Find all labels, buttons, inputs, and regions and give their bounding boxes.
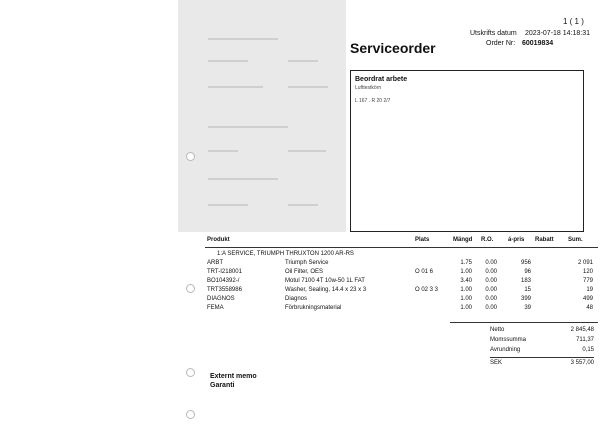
- print-date-label: Utskrifts datum: [470, 30, 517, 37]
- quantity: 1.00: [460, 296, 472, 302]
- product-description: Diagnos: [285, 296, 308, 302]
- punch-hole-icon: [186, 368, 195, 377]
- memo-text: Garanti: [210, 382, 235, 389]
- table-row: [205, 296, 598, 305]
- ro: 0.00: [485, 305, 497, 311]
- column-header: Sum.: [568, 237, 583, 243]
- unit-price: 15: [524, 287, 531, 293]
- unit-price: 96: [524, 269, 531, 275]
- memo-heading: Externt memo: [210, 373, 257, 380]
- total-label: Netto: [490, 327, 505, 333]
- total-label: SEK: [490, 360, 503, 366]
- ordered-work-line: Lufttestkörn: [355, 85, 382, 91]
- total-value: 711,37: [576, 337, 594, 343]
- punch-hole-icon: [186, 284, 195, 293]
- quantity: 1.00: [460, 287, 472, 293]
- ro: 0.00: [485, 296, 497, 302]
- ordered-work-box: [350, 70, 584, 232]
- total-value: 2 845,48: [570, 327, 594, 333]
- product-description: Motul 7100 4T 10w-50 1L FAT: [285, 278, 365, 284]
- table-header: [205, 236, 598, 248]
- group-title-text: 1:A SERVICE, TRIUMPH THRUXTON 1200 AR-RS: [217, 251, 354, 257]
- location: O 01 6: [415, 269, 434, 275]
- product-code: ARBT: [207, 260, 224, 266]
- total-line: [490, 347, 594, 356]
- ro: 0.00: [485, 260, 497, 266]
- table-row: [205, 260, 598, 269]
- line-sum: 779: [582, 278, 593, 284]
- table-row: [205, 287, 598, 296]
- column-header: Produkt: [207, 237, 230, 243]
- ordered-work-line: L 167 . R 20 2/7: [355, 98, 391, 104]
- product-code: TRT-I218001: [207, 269, 242, 275]
- line-sum: 19: [586, 287, 593, 293]
- line-sum: 120: [582, 269, 593, 275]
- ro: 0.00: [485, 287, 497, 293]
- punch-hole-icon: [186, 410, 195, 419]
- group-title: [205, 251, 598, 260]
- location: O 02 3 3: [415, 287, 439, 293]
- table-row: [205, 269, 598, 278]
- column-header: R.O.: [481, 237, 494, 243]
- scanned-overlay: [178, 0, 346, 232]
- order-number-value: 60019834: [522, 40, 554, 47]
- print-date-value: 2023-07-18 14:18:31: [525, 30, 590, 37]
- ordered-work-heading: Beordrat arbete: [355, 76, 408, 83]
- product-description: Förbrukningsmaterial: [285, 305, 342, 311]
- column-header: á-pris: [508, 237, 525, 243]
- total-line: [490, 337, 594, 346]
- total-line: [490, 327, 594, 336]
- unit-price: 399: [520, 296, 531, 302]
- page-number: 1 ( 1 ): [563, 17, 584, 26]
- total-label: Momssumma: [490, 337, 527, 343]
- order-number-label: Order Nr:: [486, 40, 516, 47]
- product-code: DIAGNOS: [207, 296, 235, 302]
- quantity: 1.75: [460, 260, 472, 266]
- total-value: 0,15: [582, 347, 594, 353]
- product-description: Triumph Service: [285, 260, 329, 266]
- grand-total-line: [490, 360, 594, 369]
- total-label: Avrundning: [490, 347, 521, 353]
- unit-price: 956: [520, 260, 531, 266]
- totals-divider: [450, 322, 598, 323]
- product-description: Washer, Sealing, 14.4 x 23 x 3: [285, 287, 367, 293]
- punch-hole-icon: [186, 152, 195, 161]
- ro: 0.00: [485, 269, 497, 275]
- product-description: Oil Filter, OES: [285, 269, 324, 275]
- quantity: 1.00: [460, 269, 472, 275]
- column-header: Rabatt: [535, 237, 554, 243]
- table-row: [205, 278, 598, 287]
- quantity: 3.40: [460, 278, 472, 284]
- unit-price: 183: [520, 278, 531, 284]
- ro: 0.00: [485, 278, 497, 284]
- product-code: TRT3558986: [207, 287, 242, 293]
- product-code: BO104392-/: [207, 278, 240, 284]
- page-title: Serviceorder: [350, 40, 436, 56]
- table-row: [205, 305, 598, 314]
- grand-total-divider: [490, 357, 594, 358]
- line-sum: 2 091: [577, 260, 593, 266]
- unit-price: 39: [524, 305, 531, 311]
- line-sum: 48: [586, 305, 593, 311]
- quantity: 1.00: [460, 305, 472, 311]
- line-sum: 499: [582, 296, 593, 302]
- column-header: Mängd: [453, 237, 473, 243]
- product-code: FEMA: [207, 305, 224, 311]
- column-header: Plats: [415, 237, 430, 243]
- total-value: 3 557,00: [570, 360, 594, 366]
